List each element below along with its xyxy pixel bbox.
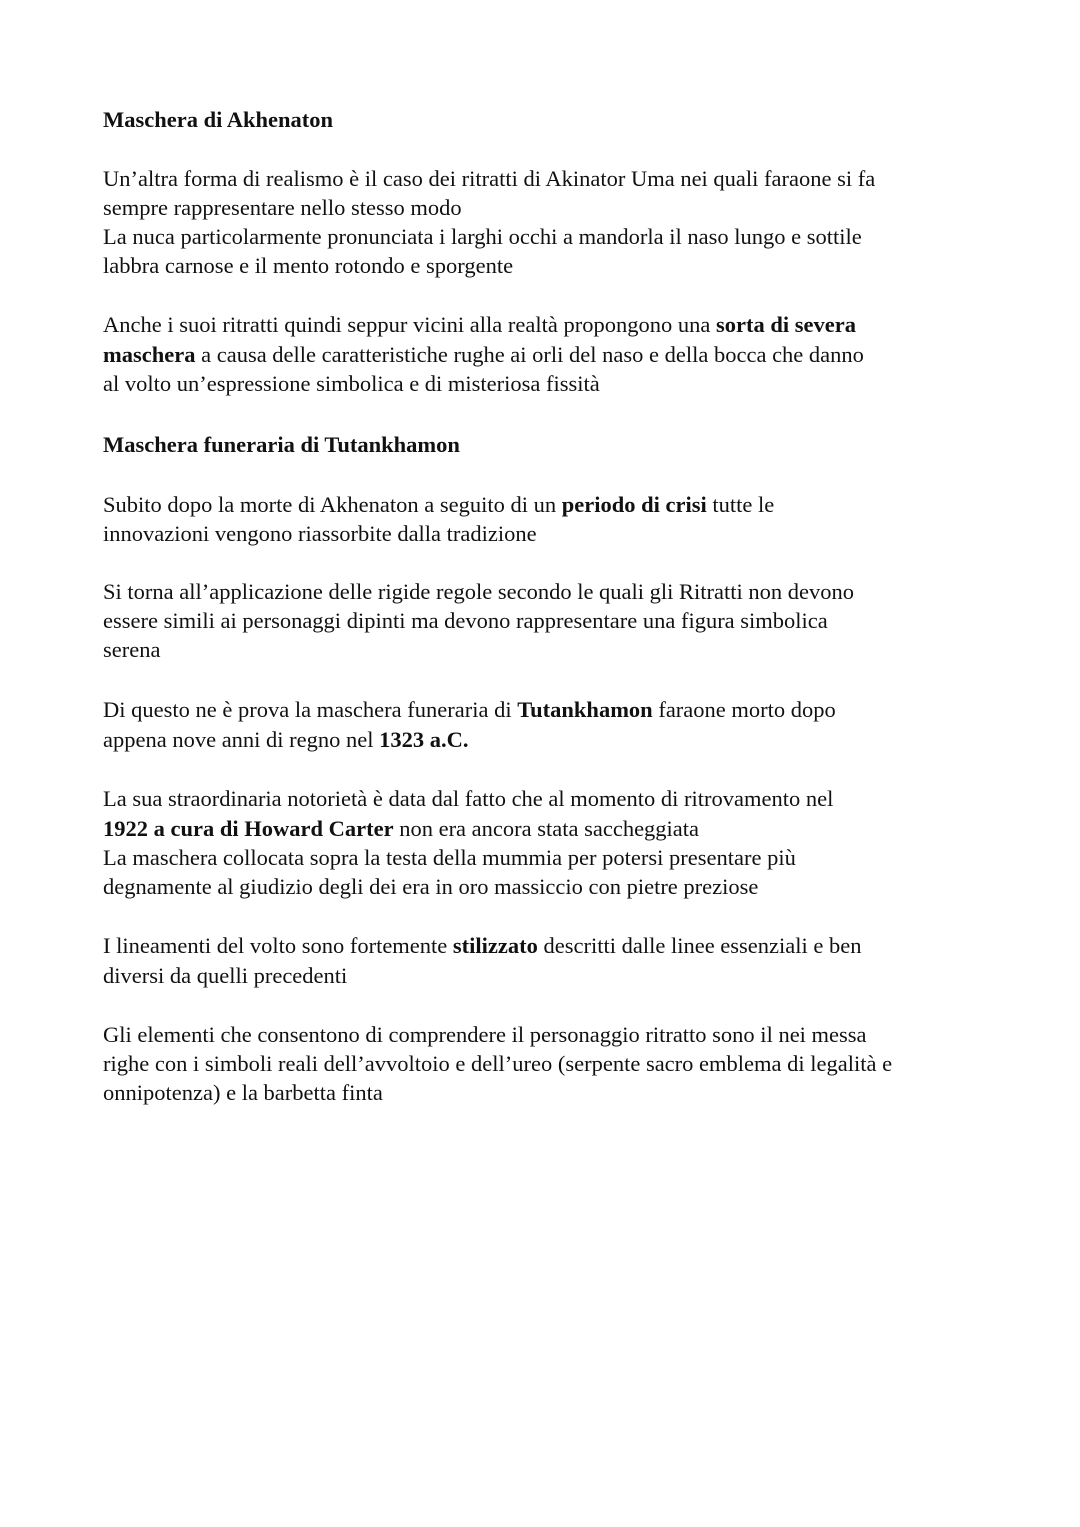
paragraph-line [103, 636, 160, 664]
text: righe con i simboli reali dell’avvoltoio e dell’ureo (serpente sacro emblema di legalità e [103, 1051, 893, 1076]
text: La sua straordinaria notorietà è data dal fatto che al momento di ritrovamento nel [103, 786, 834, 811]
text: serena [103, 637, 161, 662]
text: diversi da quelli precedenti [103, 963, 348, 988]
paragraph-line [103, 844, 796, 872]
paragraph-line [103, 1021, 867, 1049]
bold-text: 1323 a.C. [379, 727, 469, 752]
text: tutte le [706, 492, 775, 517]
bold-text: stilizzato [452, 933, 538, 958]
paragraph-line [103, 194, 462, 222]
text: La nuca particolarmente pronunciata i larghi occhi a mandorla il naso lungo e sottile [103, 224, 862, 249]
text: essere simili ai personaggi dipinti ma devono rappresentare una figura simbolica [103, 608, 828, 633]
paragraph-line [103, 370, 600, 398]
paragraph-line [103, 252, 513, 280]
section-heading [103, 431, 460, 459]
paragraph-line [103, 1050, 892, 1078]
text: Subito dopo la morte di Akhenaton a seguito di un [103, 492, 562, 517]
text: Anche i suoi ritratti quindi seppur vicini alla realtà propongono una [103, 312, 716, 337]
bold-text: maschera [103, 342, 196, 367]
paragraph-line [103, 962, 347, 990]
text: Un’altra forma di realismo è il caso dei ritratti di Akinator Uma nei quali faraone si fa [103, 166, 876, 191]
text: non era ancora stata saccheggiata [393, 816, 700, 841]
paragraph-line [103, 311, 856, 339]
text: Di questo ne è prova la maschera funeraria di [103, 697, 518, 722]
paragraph-line [103, 165, 875, 193]
text: Gli elementi che consentono di comprendere il personaggio ritratto sono il nei messa [103, 1022, 867, 1047]
text: innovazioni vengono riassorbite dalla tradizione [103, 521, 537, 546]
text: sempre rappresentare nello stesso modo [103, 195, 462, 220]
bold-text: periodo di crisi [561, 492, 707, 517]
text: La maschera collocata sopra la testa della mummia per potersi presentare più [103, 845, 796, 870]
paragraph-line [103, 223, 862, 251]
text: I lineamenti del volto sono fortemente [103, 933, 453, 958]
paragraph-line [103, 932, 862, 960]
bold-text: Maschera di Akhenaton [103, 107, 334, 132]
text: labbra carnose e il mento rotondo e sporgente [103, 253, 514, 278]
text: descritti dalle linee essenziali e ben [537, 933, 862, 958]
paragraph-line [103, 607, 828, 635]
bold-text: Tutankhamon [517, 697, 653, 722]
paragraph-line [103, 578, 854, 606]
text: faraone morto dopo [652, 697, 836, 722]
text: appena nove anni di regno nel [103, 727, 380, 752]
text: a causa delle caratteristiche rughe ai orli del naso e della bocca che danno [195, 342, 864, 367]
text: onnipotenza) e la barbetta finta [103, 1080, 383, 1105]
paragraph-line [103, 520, 537, 548]
section-heading [103, 106, 333, 134]
bold-text: 1922 a cura di Howard Carter [103, 816, 394, 841]
bold-text: sorta di severa [715, 312, 856, 337]
text: al volto un’espressione simbolica e di misteriosa fissità [103, 371, 600, 396]
paragraph-line [103, 1079, 383, 1107]
text: Si torna all’applicazione delle rigide regole secondo le quali gli Ritratti non devono [103, 579, 855, 604]
bold-text: Maschera funeraria di Tutankhamon [103, 432, 460, 457]
paragraph-line [103, 341, 864, 369]
paragraph-line [103, 726, 469, 754]
paragraph-line [103, 491, 774, 519]
paragraph-line [103, 873, 758, 901]
paragraph-line [103, 696, 836, 724]
paragraph-line [103, 815, 699, 843]
text: degnamente al giudizio degli dei era in oro massiccio con pietre preziose [103, 874, 759, 899]
paragraph-line [103, 785, 833, 813]
